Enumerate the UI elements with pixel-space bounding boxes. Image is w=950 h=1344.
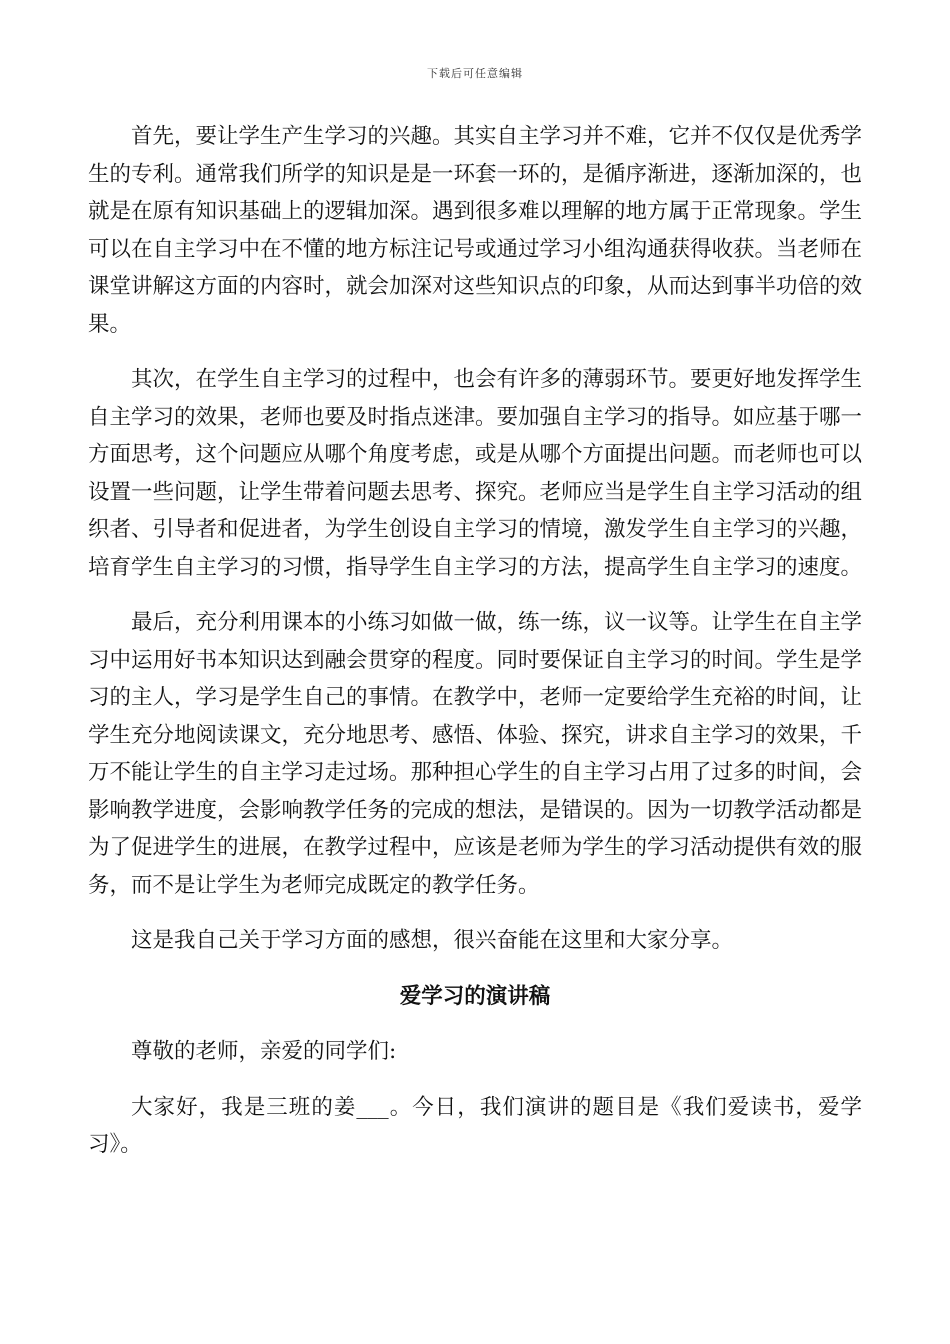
- paragraph-third: 最后，充分利用课本的小练习如做一做，练一练，议一议等。让学生在自主学习中运用好书本知识达到融会贯穿的程度。同时要保证自主学习的时间。学生是学习的主人，学习是学生自己的事情。在教学中，老师一定要给学生充裕的时间，让学生充分地阅读课文，充分地思考、感悟、体验、探究，讲求自主学习的效果，千万不能让学生的自主学习走过场。那种担心学生的自主学习占用了过多的时间，会影响教学进度，会影响教学任务的完成的想法，是错误的。因为一切教学活动都是为了促进学生的进展，在教学过程中，应该是老师为学生的学习活动提供有效的服务，而不是让学生为老师完成既定的教学任务。: [88, 610, 863, 898]
- section-title: 爱学习的演讲稿: [399, 983, 551, 1009]
- speech-opening: 大家好，我是三班的姜___。今日，我们演讲的题目是《我们爱读书，爱学习》。: [88, 1094, 862, 1157]
- speech-greeting: 尊敬的老师，亲爱的同学们:: [131, 1039, 397, 1064]
- paragraph-second: 其次，在学生自主学习的过程中，也会有许多的薄弱环节。要更好地发挥学生自主学习的效果，老师也要及时指点迷津。要加强自主学习的指导。如应基于哪一方面思考，这个问题应从哪个角度考虑，或是从哪个方面提出问题。而老师也可以设置一些问题，让学生带着问题去思考、探究。老师应当是学生自主学习活动的组织者、引导者和促进者，为学生创设自主学习的情境，激发学生自主学习的兴趣，培育学生自主学习的习惯，指导学生自主学习的方法，提高学生自主学习的速度。: [88, 367, 863, 580]
- header-note: 下载后可任意编辑: [427, 67, 523, 80]
- paragraph-first: 首先，要让学生产生学习的兴趣。其实自主学习并不难，它并不仅仅是优秀学生的专利。通常我们所学的知识是是一环套一环的，是循序渐进，逐渐加深的，也就是在原有知识基础上的逻辑加深。遇到很多难以理解的地方属于正常现象。学生可以在自主学习中在不懂的地方标注记号或通过学习小组沟通获得收获。当老师在课堂讲解这方面的内容时，就会加深对这些知识点的印象，从而达到事半功倍的效果。: [88, 124, 863, 337]
- paragraph-closing: 这是我自己关于学习方面的感想，很兴奋能在这里和大家分享。: [131, 928, 734, 953]
- document-body: [88, 118, 862, 1182]
